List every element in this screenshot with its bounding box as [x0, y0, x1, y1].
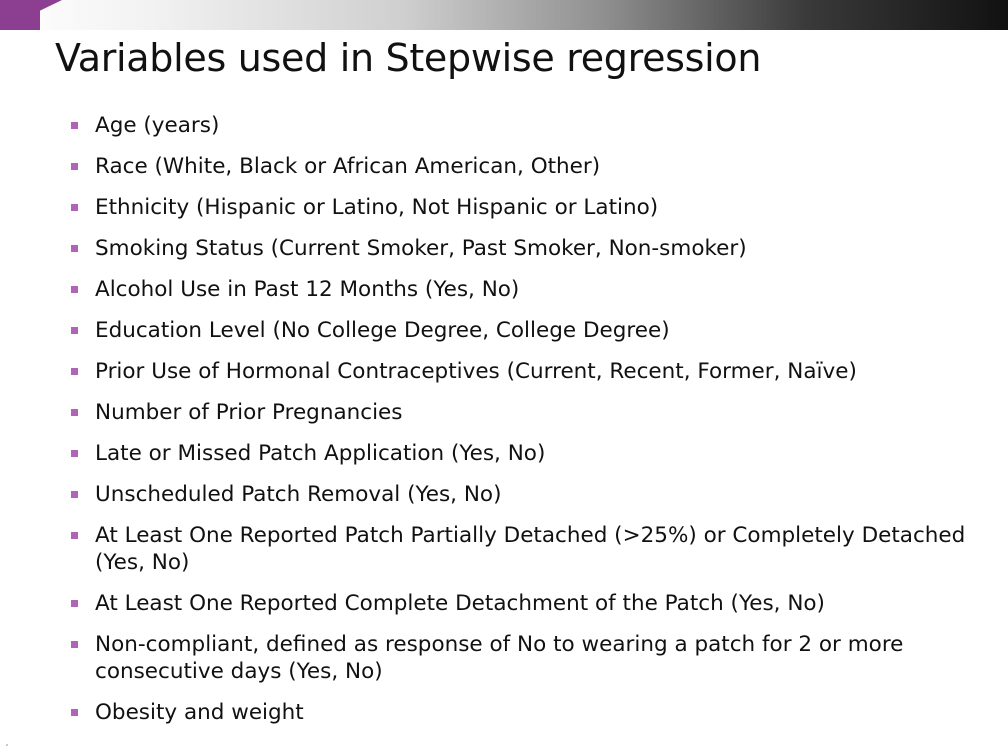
square-bullet-icon — [71, 450, 78, 457]
square-bullet-icon — [71, 641, 78, 648]
square-bullet-icon — [71, 409, 78, 416]
list-item-text: Smoking Status (Current Smoker, Past Smoker, Non-smoker) — [95, 236, 747, 261]
square-bullet-icon — [71, 245, 78, 252]
list-item-text: Prior Use of Hormonal Contraceptives (Current, Recent, Former, Naïve) — [95, 359, 857, 384]
list-item — [70, 481, 970, 508]
list-item — [70, 317, 970, 344]
square-bullet-icon — [71, 532, 78, 539]
square-bullet-icon — [71, 204, 78, 211]
list-item-text: At Least One Reported Complete Detachment of the Patch (Yes, No) — [95, 591, 825, 616]
list-item-text: Race (White, Black or African American, Other) — [95, 154, 601, 179]
list-item — [70, 153, 970, 180]
square-bullet-icon — [71, 600, 78, 607]
list-item-text: Late or Missed Patch Application (Yes, No) — [95, 441, 546, 466]
list-item-text: Non-compliant, defined as response of No to wearing a patch for 2 or more consecutive days (Yes, No) — [95, 632, 904, 684]
list-item — [70, 358, 970, 385]
list-item — [70, 631, 970, 685]
list-item-text: Alcohol Use in Past 12 Months (Yes, No) — [95, 277, 520, 302]
square-bullet-icon — [71, 491, 78, 498]
list-item — [70, 699, 970, 726]
square-bullet-icon — [71, 286, 78, 293]
list-item — [70, 194, 970, 221]
square-bullet-icon — [71, 709, 78, 716]
list-item-text: Education Level (No College Degree, College Degree) — [95, 318, 670, 343]
square-bullet-icon — [71, 163, 78, 170]
header-gradient-band — [0, 0, 1008, 30]
purple-accent-corner — [0, 0, 62, 30]
corner-dot — [6, 744, 8, 746]
list-item — [70, 276, 970, 303]
list-item-text: Age (years) — [95, 113, 220, 138]
list-item-text: At Least One Reported Patch Partially Detached (>25%) or Completely Detached (Yes, No) — [95, 523, 966, 575]
list-item — [70, 590, 970, 617]
list-item-text: Unscheduled Patch Removal (Yes, No) — [95, 482, 502, 507]
slide-title: Variables used in Stepwise regression — [55, 36, 762, 80]
list-item — [70, 522, 970, 576]
list-item-text: Ethnicity (Hispanic or Latino, Not Hispanic or Latino) — [95, 195, 659, 220]
square-bullet-icon — [71, 368, 78, 375]
list-item — [70, 235, 970, 262]
list-item — [70, 440, 970, 467]
square-bullet-icon — [71, 122, 78, 129]
square-bullet-icon — [71, 327, 78, 334]
list-item — [70, 112, 970, 139]
list-item-text: Number of Prior Pregnancies — [95, 400, 403, 425]
variables-list — [70, 112, 970, 740]
list-item — [70, 399, 970, 426]
list-item-text: Obesity and weight — [95, 700, 304, 725]
